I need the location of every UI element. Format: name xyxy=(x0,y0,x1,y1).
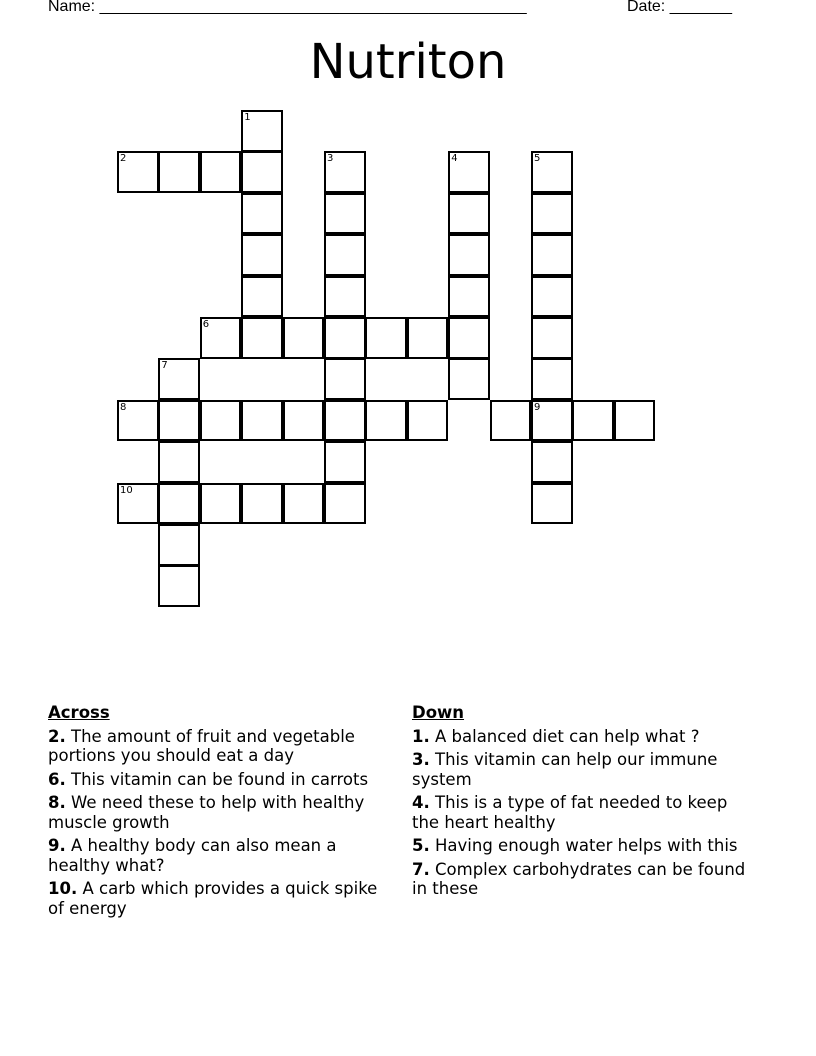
grid-cell[interactable] xyxy=(531,234,573,276)
grid-cell[interactable] xyxy=(531,276,573,318)
across-clues xyxy=(48,703,393,922)
grid-cell[interactable] xyxy=(200,317,242,359)
clue-text: A carb which provides a quick spike of energy xyxy=(48,879,378,918)
clue-down-7 xyxy=(412,860,757,899)
grid-cell[interactable] xyxy=(241,234,283,276)
clue-number: 7. xyxy=(412,859,430,879)
grid-cell[interactable] xyxy=(200,151,242,193)
clue-across-2 xyxy=(48,727,393,766)
clue-across-9 xyxy=(48,836,393,875)
clue-down-1 xyxy=(412,727,757,747)
clue-number-label: 6 xyxy=(202,319,210,330)
clue-text: This vitamin can be found in carrots xyxy=(71,769,369,789)
clue-down-5 xyxy=(412,836,757,856)
clue-number: 5. xyxy=(412,836,430,855)
grid-cell[interactable] xyxy=(158,565,200,607)
clue-text: The amount of fruit and vegetable portions you should eat a day xyxy=(48,726,355,765)
grid-cell[interactable] xyxy=(324,234,366,276)
grid-cell[interactable] xyxy=(531,151,573,193)
clue-down-4 xyxy=(412,793,757,832)
grid-cell[interactable] xyxy=(241,400,283,442)
grid-cell[interactable] xyxy=(283,317,325,359)
grid-cell[interactable] xyxy=(531,441,573,483)
grid-cell[interactable] xyxy=(448,276,490,318)
grid-cell[interactable] xyxy=(324,193,366,235)
clue-number: 8. xyxy=(48,793,66,812)
clue-text: Having enough water helps with this xyxy=(435,836,738,855)
clue-number-label: 9 xyxy=(534,401,541,413)
clue-number-label: 4 xyxy=(451,153,458,165)
grid-cell[interactable] xyxy=(448,193,490,235)
grid-cell[interactable] xyxy=(241,317,283,359)
grid-cell[interactable] xyxy=(531,317,573,359)
grid-cell[interactable] xyxy=(158,151,200,193)
grid-cell[interactable] xyxy=(241,483,283,525)
grid-cell[interactable] xyxy=(531,358,573,400)
grid-cell[interactable] xyxy=(531,400,573,442)
grid-cell[interactable] xyxy=(407,317,449,359)
clue-text: A balanced diet can help what ? xyxy=(435,726,700,746)
clue-text: This vitamin can help our immune system xyxy=(412,750,718,789)
grid-cell[interactable] xyxy=(365,400,407,442)
clue-down-3 xyxy=(412,750,757,789)
clue-number-label: 2 xyxy=(120,153,127,165)
grid-cell[interactable] xyxy=(158,524,200,566)
grid-cell[interactable] xyxy=(200,483,242,525)
grid-cell[interactable] xyxy=(531,483,573,525)
name-field[interactable]: Name: ________________________________________________ xyxy=(48,0,527,15)
clue-number: 9. xyxy=(48,836,66,855)
clue-number: 6. xyxy=(48,769,66,789)
grid-cell[interactable] xyxy=(448,151,490,193)
grid-cell[interactable] xyxy=(324,441,366,483)
grid-cell[interactable] xyxy=(241,276,283,318)
grid-cell[interactable] xyxy=(324,483,366,525)
grid-cell[interactable] xyxy=(117,151,159,193)
grid-cell[interactable] xyxy=(448,234,490,276)
grid-cell[interactable] xyxy=(572,400,614,442)
clue-across-8 xyxy=(48,793,393,832)
down-heading: Down xyxy=(412,703,465,722)
date-field[interactable]: Date: _______ xyxy=(627,0,732,15)
across-heading: Across xyxy=(48,703,110,722)
clue-number-label: 8 xyxy=(120,401,127,413)
clue-number-label: 10 xyxy=(120,484,133,496)
grid-cell[interactable] xyxy=(407,400,449,442)
clue-text: We need these to help with healthy muscle growth xyxy=(48,793,365,832)
grid-cell[interactable] xyxy=(324,400,366,442)
grid-cell[interactable] xyxy=(241,151,283,193)
grid-cell[interactable] xyxy=(200,400,242,442)
clue-across-6 xyxy=(48,770,393,790)
grid-cell[interactable] xyxy=(117,400,159,442)
grid-cell[interactable] xyxy=(365,317,407,359)
grid-cell[interactable] xyxy=(117,483,159,525)
clue-text: Complex carbohydrates can be found in these xyxy=(412,859,746,898)
grid-cell[interactable] xyxy=(158,483,200,525)
clue-number: 10. xyxy=(48,879,78,898)
clue-number-label: 3 xyxy=(327,153,334,165)
clue-number: 4. xyxy=(412,793,430,812)
grid-cell[interactable] xyxy=(158,400,200,442)
clue-number-label: 7 xyxy=(161,360,168,372)
clue-number-label: 5 xyxy=(534,153,541,165)
clue-number: 1. xyxy=(412,726,430,746)
clue-number-label: 1 xyxy=(244,112,251,123)
clue-number: 3. xyxy=(412,750,430,769)
grid-cell[interactable] xyxy=(158,441,200,483)
grid-cell[interactable] xyxy=(324,317,366,359)
clue-across-10 xyxy=(48,879,393,918)
grid-cell[interactable] xyxy=(158,358,200,400)
grid-cell[interactable] xyxy=(324,276,366,318)
clue-number: 2. xyxy=(48,726,66,746)
grid-cell[interactable] xyxy=(448,317,490,359)
grid-cell[interactable] xyxy=(614,400,656,442)
grid-cell[interactable] xyxy=(241,193,283,235)
grid-cell[interactable] xyxy=(324,358,366,400)
grid-cell[interactable] xyxy=(324,151,366,193)
page-title: Nutriton xyxy=(309,34,507,90)
grid-cell[interactable] xyxy=(283,400,325,442)
grid-cell[interactable] xyxy=(490,400,532,442)
clue-text: This is a type of fat needed to keep the heart healthy xyxy=(412,793,728,832)
grid-cell[interactable] xyxy=(241,110,283,152)
down-clues xyxy=(412,703,757,903)
grid-cell[interactable] xyxy=(531,193,573,235)
clue-text: A healthy body can also mean a healthy what? xyxy=(48,836,337,875)
grid-cell[interactable] xyxy=(448,358,490,400)
grid-cell[interactable] xyxy=(283,483,325,525)
